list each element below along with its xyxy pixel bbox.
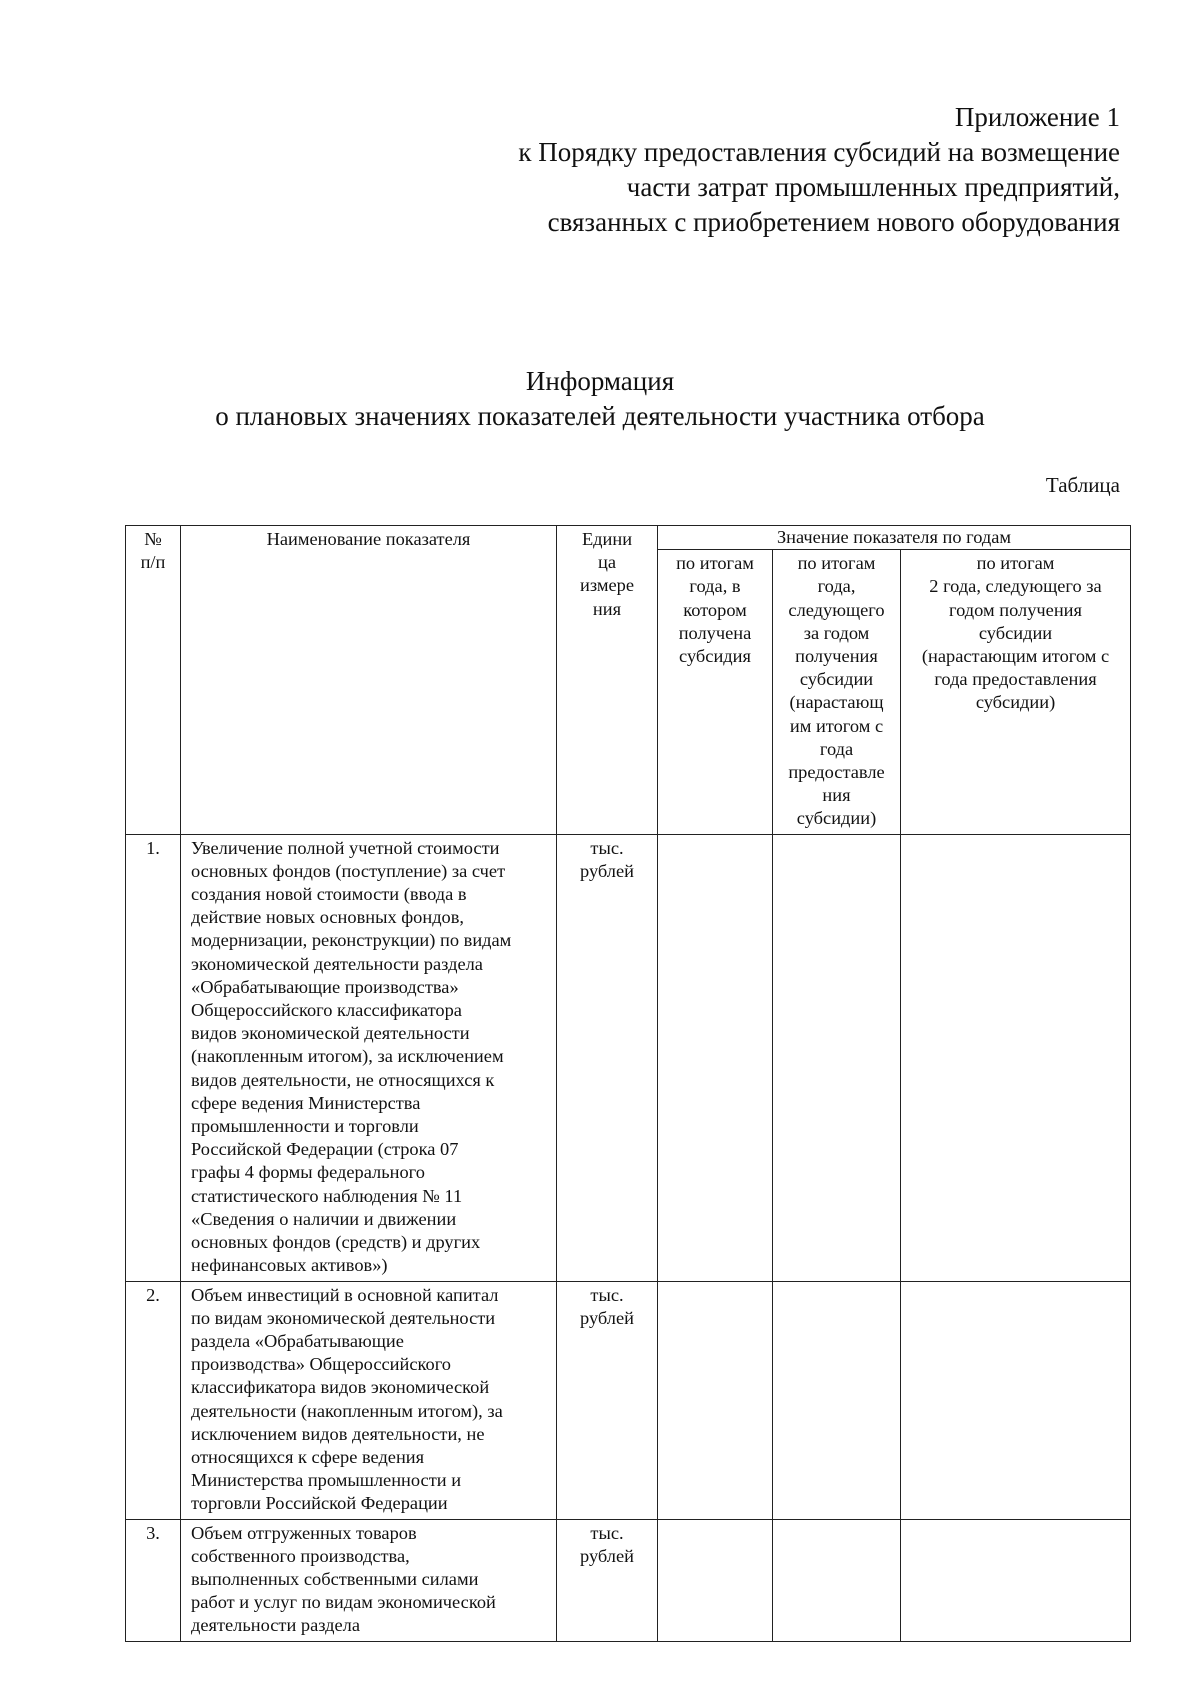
header-year-3: по итогам 2 года, следующего за годом получения субсидии (нарастающим итогом с года предоставления субсидии)	[901, 550, 1131, 834]
header-name: Наименование показателя	[181, 526, 557, 835]
row-value-year-1	[658, 1519, 773, 1641]
row-unit: тыс. рублей	[557, 1281, 658, 1519]
row-value-year-2	[773, 1281, 901, 1519]
row-name: Увеличение полной учетной стоимости основных фондов (поступление) за счет создания новой стоимости (ввода в действие новых основных фондов, модернизации, реконструкции) по видам экономической деятельности раздела «Обрабатывающие производства» Общероссийского классификатора видов экономической деятельности (накопленным итогом), за исключением видов деятельности, не относящихся к сфере ведения Министерства промышленности и торговли Российской Федерации (строка 07 графы 4 формы федерального статистического наблюдения № 11 «Сведения о наличии и движении основных фондов (средств) и других нефинансовых активов»)	[181, 834, 557, 1281]
indicators-table	[125, 525, 1131, 1642]
row-name: Объем инвестиций в основной капитал по видам экономической деятельности раздела «Обрабатывающие производства» Общероссийского классификатора видов экономической деятельности (накопленным итогом), за исключением видов деятельности, не относящихся к сфере ведения Министерства промышленности и торговли Российской Федерации	[181, 1281, 557, 1519]
table-caption: Таблица	[1045, 473, 1120, 497]
document-title	[0, 364, 1200, 434]
row-value-year-3	[901, 834, 1131, 1281]
row-num: 2.	[126, 1281, 181, 1519]
row-num: 3.	[126, 1519, 181, 1641]
appendix-block	[320, 100, 1120, 240]
row-value-year-3	[901, 1519, 1131, 1641]
table-row	[126, 1281, 1131, 1519]
header-year-1: по итогам года, в котором получена субсидия	[658, 550, 773, 834]
row-value-year-2	[773, 834, 901, 1281]
row-value-year-2	[773, 1519, 901, 1641]
table-header-row-1	[126, 526, 1131, 550]
appendix-line-4: связанных с приобретением нового оборудования	[547, 207, 1120, 237]
row-value-year-1	[658, 1281, 773, 1519]
appendix-line-3: части затрат промышленных предприятий,	[626, 172, 1120, 202]
row-unit: тыс. рублей	[557, 834, 658, 1281]
table-row	[126, 1519, 1131, 1641]
appendix-line-2: к Порядку предоставления субсидий на возмещение	[518, 137, 1120, 167]
title-line-1: Информация	[525, 366, 675, 396]
title-line-2: о плановых значениях показателей деятельности участника отбора	[215, 401, 985, 431]
row-unit: тыс. рублей	[557, 1519, 658, 1641]
row-name: Объем отгруженных товаров собственного производства, выполненных собственными силами работ и услуг по видам экономической деятельности раздела	[181, 1519, 557, 1641]
header-values-group: Значение показателя по годам	[658, 526, 1131, 550]
header-year-2: по итогам года, следующего за годом получения субсидии (нарастающ им итогом с года предоставле ния субсидии)	[773, 550, 901, 834]
appendix-line-1: Приложение 1	[954, 102, 1120, 132]
table-row	[126, 834, 1131, 1281]
row-value-year-1	[658, 834, 773, 1281]
row-num: 1.	[126, 834, 181, 1281]
row-value-year-3	[901, 1281, 1131, 1519]
header-num: № п/п	[126, 526, 181, 835]
header-unit: Едини ца измере ния	[557, 526, 658, 835]
